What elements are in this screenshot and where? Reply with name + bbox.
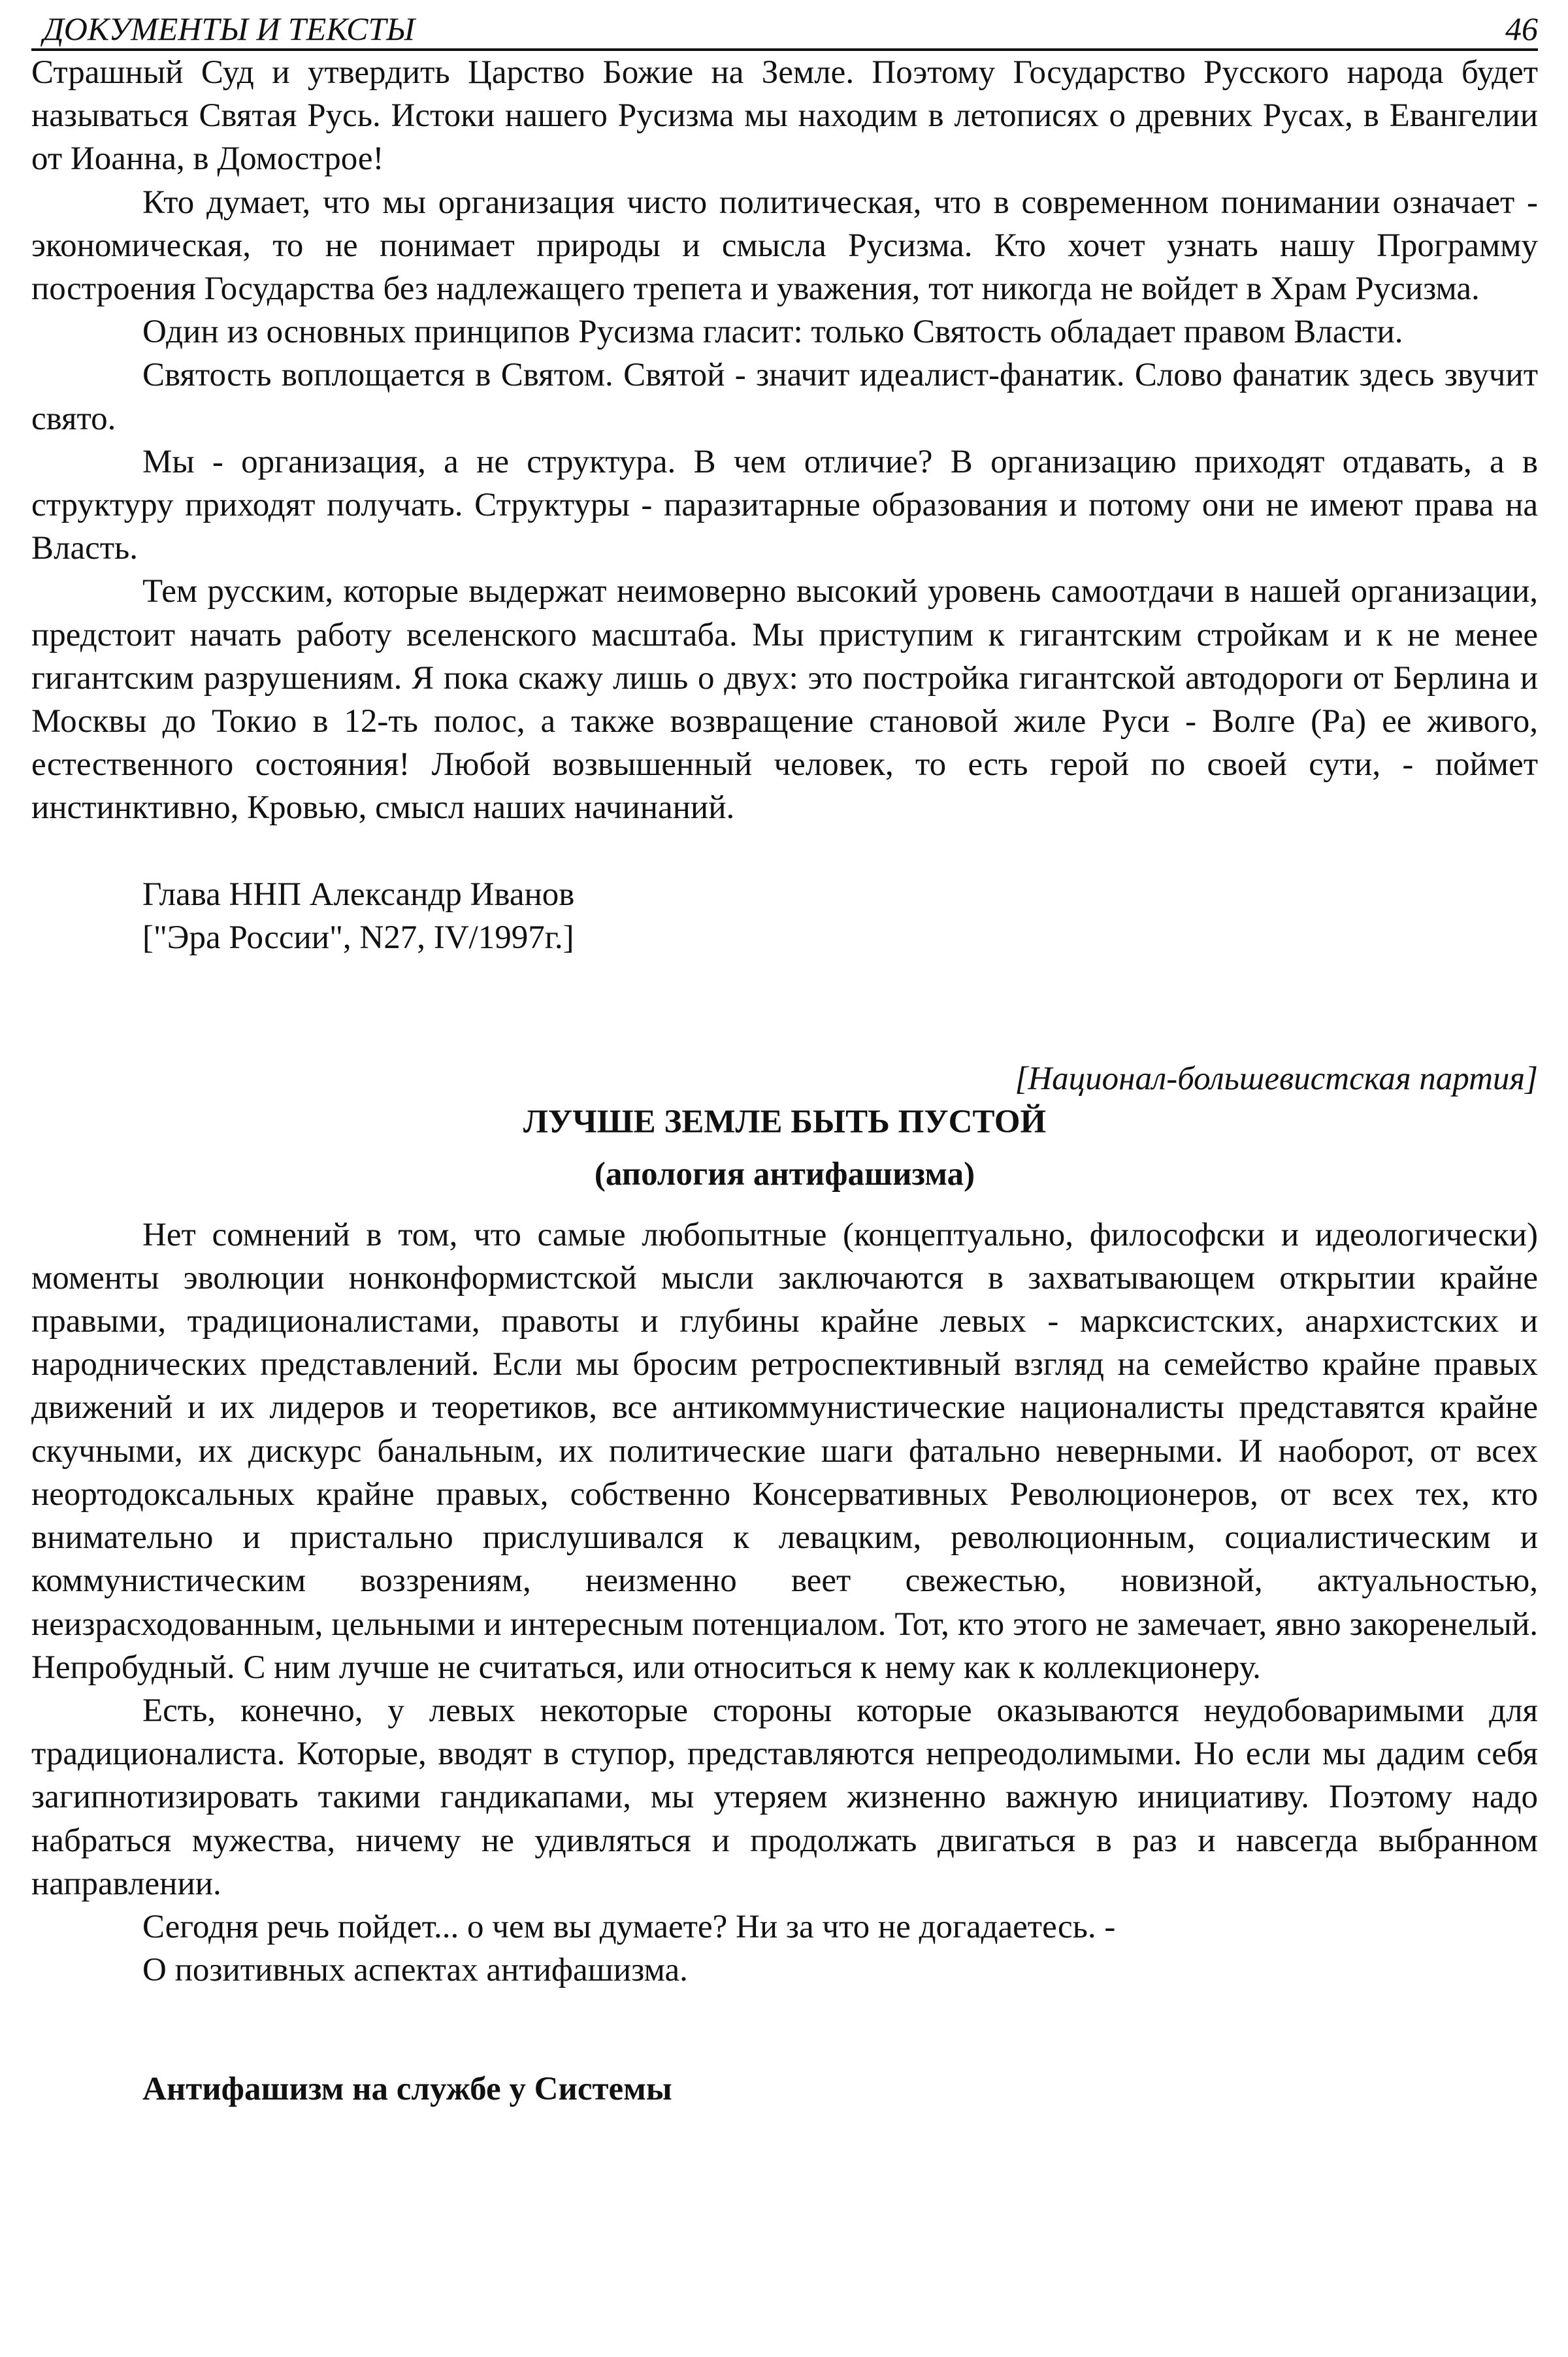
- article2-paragraph: Сегодня речь пойдет... о чем вы думаете? Ни за что не догадаетесь. -: [142, 1908, 1116, 1945]
- running-header: [31, 9, 1538, 51]
- document-page: [31, 9, 1538, 2111]
- article1-signature: Глава ННП Александр Иванов: [142, 876, 575, 913]
- article2-subtitle: (апология антифашизма): [594, 1156, 975, 1193]
- section-heading: Антифашизм на службе у Системы: [142, 2071, 672, 2108]
- article2-title: ЛУЧШЕ ЗЕМЛЕ БЫТЬ ПУСТОЙ: [523, 1104, 1047, 1141]
- article2-paragraph: О позитивных аспектах антифашизма.: [142, 1952, 688, 1989]
- page-number: 46: [1505, 10, 1538, 47]
- article2-organization: [Национал-большевистская партия]: [1015, 1061, 1538, 1098]
- header-title: ДОКУМЕНТЫ И ТЕКСТЫ: [43, 10, 415, 47]
- article1-paragraph: Кто думает, что мы организация чисто политическая, что в современном понимании означает - экономическая, то не понимает природы и смысла Русизма. Кто хочет узнать нашу Программу построения Государства без надлежащего трепета и уважения, тот никогда не войдет в Храм Русизма.: [31, 184, 1538, 308]
- article1-source: ["Эра России", N27, IV/1997г.]: [142, 919, 574, 956]
- article1-paragraph: Один из основных принципов Русизма гласит: только Святость обладает правом Власти.: [142, 314, 1403, 351]
- article1-continuation: Страшный Суд и утвердить Царство Божие на Земле. Поэтому Государство Русского народа будет называться Святая Русь. Истоки нашего Русизма мы находим в летописях о древних Русах, в Евангелии от Иоанна, в Домострое!: [31, 54, 1538, 178]
- article2-paragraph: Нет сомнений в том, что самые любопытные (концептуально, философски и идеологически) моменты эволюции нонконформистской мысли заключаются в захватывающем открытии крайне правыми, традиционалистами, правоты и глубины крайне левых - марксистских, анархистских и народнических представлений. Если мы бросим ретроспективный взгляд на семейство крайне правых движений и их лидеров и теоретиков, все антикоммунистические националисты представятся крайне скучными, их дискурс банальным, их политические шаги фатально неверными. И наоборот, от всех неортодоксальных крайне правых, собственно Консервативных Революционеров, от всех тех, кто внимательно и пристально прислушивался к левацким, революционным, социалистическим и коммунистическим воззрениям, неизменно веет свежестью, новизной, актуальностью, неизрасходованным, цельными и интересным потенциалом. Тот, кто этого не замечает, явно закоренелый. Непробудный. С ним лучше не считаться, или относиться к нему как к коллекционеру.: [31, 1216, 1538, 1686]
- body-text: [31, 51, 1538, 2111]
- article1-paragraph: Святость воплощается в Святом. Святой - значит идеалист-фанатик. Слово фанатик здесь звучит свято.: [31, 357, 1538, 437]
- article2-paragraph: Есть, конечно, у левых некоторые стороны которые оказываются неудобоваримыми для традиционалиста. Которые, вводят в ступор, представляются непреодолимыми. Но если мы дадим себя загипнотизировать такими гандикапами, мы утеряем жизненно важную инициативу. Поэтому надо набраться мужества, ничему не удивляться и продолжать двигаться в раз и навсегда выбранном направлении.: [31, 1692, 1538, 1902]
- article1-paragraph: Мы - организация, а не структура. В чем отличие? В организацию приходят отдавать, а в структуру приходят получать. Структуры - паразитарные образования и потому они не имеют права на Власть.: [31, 443, 1538, 567]
- article1-paragraph: Тем русским, которые выдержат неимоверно высокий уровень самоотдачи в нашей организации, предстоит начать работу вселенского масштаба. Мы приступим к гигантским стройкам и к не менее гигантским разрушениям. Я пока скажу лишь о двух: это постройка гигантской автодороги от Берлина и Москвы до Токио в 12-ть полос, а также возвращение становой жиле Руси - Волге (Ра) ее живого, естественного состояния! Любой возвышенный человек, то есть герой по своей сути, - поймет инстинктивно, Кровью, смысл наших начинаний.: [31, 573, 1538, 827]
